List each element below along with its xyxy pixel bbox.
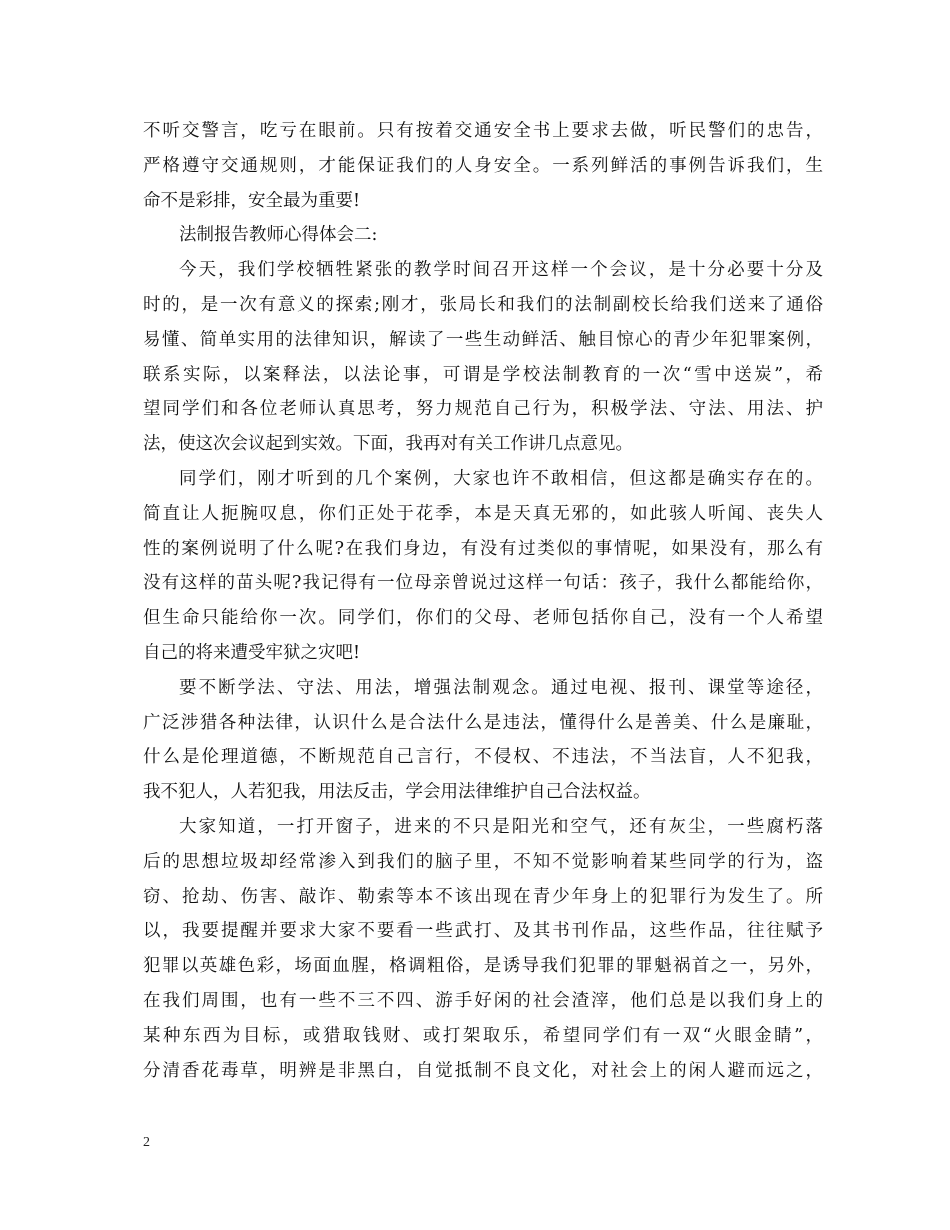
page-number: 2 — [143, 1135, 150, 1150]
text-line: 大家知道，一打开窗子，进来的不只是阳光和空气，还有灰尘，一些腐朽落 — [179, 816, 823, 837]
text-line: 时的，是一次有意义的探索;刚才，张局长和我们的法制副校长给我们送来了通俗 — [143, 294, 823, 315]
text-line: 联系实际，以案释法，以法论事，可谓是学校法制教育的一次“雪中送炭”，希 — [143, 364, 823, 385]
text-line: 命不是彩排，安全最为重要! — [143, 190, 361, 211]
section-heading: 法制报告教师心得体会二: — [179, 225, 378, 246]
text-line: 窃、抢劫、伤害、敲诈、勒索等本不该出现在青少年身上的犯罪行为发生了。所 — [143, 886, 823, 907]
text-line: 犯罪以英雄色彩，场面血腥，格调粗俗，是诱导我们犯罪的罪魁祸首之一，另外， — [143, 956, 823, 977]
text-line: 分清香花毒草，明辨是非黑白，自觉抵制不良文化，对社会上的闲人避而远之， — [143, 1060, 823, 1081]
text-line: 自己的将来遭受牢狱之灾吧! — [143, 642, 361, 663]
text-line: 以，我要提醒并要求大家不要看一些武打、及其书刊作品，这些作品，往往赋予 — [143, 921, 823, 942]
text-line: 没有这样的苗头呢?我记得有一位母亲曾说过这样一句话：孩子，我什么都能给你， — [143, 573, 823, 594]
text-line: 简直让人扼腕叹息，你们正处于花季，本是天真无邪的，如此骇人听闻、丧失人 — [143, 503, 823, 524]
text-line: 后的思想垃圾却经常渗入到我们的脑子里，不知不觉影响着某些同学的行为，盗 — [143, 851, 823, 872]
text-line: 严格遵守交通规则，才能保证我们的人身安全。一系列鲜活的事例告诉我们，生 — [143, 155, 823, 176]
text-line: 不听交警言，吃亏在眼前。只有按着交通安全书上要求去做，听民警们的忠告， — [143, 121, 823, 141]
text-line: 易懂、简单实用的法律知识，解读了一些生动鲜活、触目惊心的青少年犯罪案例， — [143, 329, 823, 350]
text-line: 在我们周围，也有一些不三不四、游手好闲的社会渣滓，他们总是以我们身上的 — [143, 990, 823, 1011]
text-line: 法，使这次会议起到实效。下面，我再对有关工作讲几点意见。 — [143, 434, 633, 455]
text-line: 某种东西为目标，或猎取钱财、或打架取乐，希望同学们有一双“火眼金睛”， — [143, 1025, 823, 1046]
text-line: 要不断学法、守法、用法，增强法制观念。通过电视、报刊、课堂等途径， — [179, 677, 823, 698]
text-line: 广泛涉猎各种法律，认识什么是合法什么是违法，懂得什么是善美、什么是廉耻， — [143, 712, 823, 733]
text-line: 同学们，刚才听到的几个案例，大家也许不敢相信，但这都是确实存在的。 — [179, 468, 823, 489]
text-line: 我不犯人，人若犯我，用法反击，学会用法律维护自己合法权益。 — [143, 782, 651, 803]
text-line: 性的案例说明了什么呢?在我们身边，有没有过类似的事情呢，如果没有，那么有 — [143, 538, 823, 559]
text-line: 但生命只能给你一次。同学们，你们的父母、老师包括你自己，没有一个人希望 — [143, 608, 823, 629]
text-line: 望同学们和各位老师认真思考，努力规范自己行为，积极学法、守法、用法、护 — [143, 399, 823, 420]
body-text — [143, 114, 823, 1088]
text-line: 今天，我们学校牺牲紧张的教学时间召开这样一个会议，是十分必要十分及 — [179, 260, 823, 281]
text-line: 什么是伦理道德，不断规范自己言行，不侵权、不违法，不当法盲，人不犯我， — [143, 747, 823, 768]
